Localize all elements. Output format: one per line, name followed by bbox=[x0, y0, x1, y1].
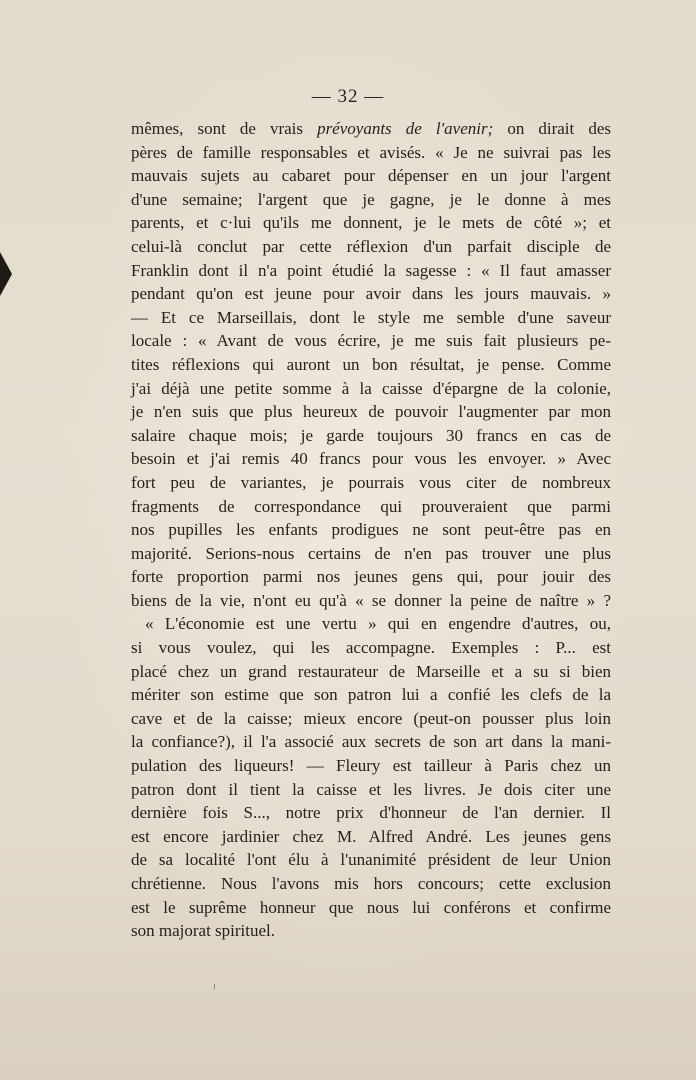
text-line: locale : « Avant de vous écrire, je me suis fait plusieurs pe- bbox=[131, 331, 611, 351]
text-line: je n'en suis que plus heureux de pouvoir l'augmenter par mon bbox=[131, 402, 611, 422]
text-line: « L'économie est une vertu » qui en engendre d'autres, ou, bbox=[145, 614, 611, 634]
text-line: chrétienne. Nous l'avons mis hors concours; cette exclusion bbox=[131, 874, 611, 893]
text-line: son majorat spirituel. bbox=[131, 921, 276, 941]
scan-speck bbox=[214, 984, 215, 989]
text-line: est encore jardinier chez M. Alfred André. Les jeunes gens bbox=[131, 826, 611, 846]
text-segment: on dirait des bbox=[493, 119, 611, 138]
text-line: biens de la vie, n'ont eu qu'à « se donner la peine de naître » ? bbox=[131, 590, 611, 610]
text-line: celui-là conclut par cette réflexion d'un parfait disciple de bbox=[131, 236, 611, 256]
text-line: dernière fois S..., notre prix d'honneur de l'an dernier. Il bbox=[131, 803, 611, 823]
italic-phrase: prévoyants de l'avenir; bbox=[317, 119, 494, 138]
text-line: j'ai déjà une petite somme à la caisse d'épargne de la colonie, bbox=[131, 378, 611, 398]
text-line: mériter son estime que son patron lui a confié les clefs de la bbox=[131, 685, 611, 705]
text-line: mauvais sujets au cabaret pour dépenser en un jour l'argent bbox=[131, 166, 611, 186]
page-edge-mark bbox=[0, 252, 12, 296]
text-line bbox=[131, 117, 611, 141]
text-line: si vous voulez, qui les accompagne. Exemples : P... est bbox=[131, 638, 611, 658]
text-line: la confiance?), il l'a associé aux secrets de son art dans la mani- bbox=[131, 732, 611, 752]
text-line: pendant qu'on est jeune pour avoir dans les jours mauvais. » bbox=[131, 284, 611, 304]
text-line: besoin et j'ai remis 40 francs pour vous les envoyer. » Avec bbox=[131, 449, 611, 469]
text-segment: mêmes, sont de vrais bbox=[131, 119, 318, 138]
text-line: fragments de correspondance qui prouveraient que parmi bbox=[131, 496, 611, 516]
text-line: pulation des liqueurs! — Fleury est tailleur à Paris chez un bbox=[131, 756, 611, 776]
text-line: de sa localité l'ont élu à l'unanimité président de leur Union bbox=[131, 850, 611, 870]
page-number: — 32 — bbox=[311, 86, 385, 107]
text-line: pères de famille responsables et avisés. « Je ne suivrai pas les bbox=[131, 142, 611, 162]
text-line: placé chez un grand restaurateur de Marseille et a su si bien bbox=[131, 661, 611, 681]
text-line: salaire chaque mois; je garde toujours 30 francs en cas de bbox=[131, 425, 611, 445]
text-line: patron dont il tient la caisse et les livres. Je dois citer une bbox=[131, 779, 611, 799]
text-line: tites réflexions qui auront un bon résultat, je pense. Comme bbox=[131, 354, 611, 374]
text-line: d'une semaine; l'argent que je gagne, je le donne à mes bbox=[131, 189, 611, 209]
text-line: cave et de la caisse; mieux encore (peut-on pousser plus loin bbox=[131, 708, 611, 728]
text-line: est le suprême honneur que nous lui conférons et confirme bbox=[131, 897, 611, 917]
body-text bbox=[131, 117, 611, 943]
text-line: fort peu de variantes, je pourrais vous citer de nombreux bbox=[131, 472, 611, 492]
text-line: Franklin dont il n'a point étudié la sagesse : « Il faut amasser bbox=[131, 260, 611, 280]
text-line: forte proportion parmi nos jeunes gens qui, pour jouir des bbox=[131, 567, 611, 587]
text-line: parents, et c·lui qu'ils me donnent, je le mets de côté »; et bbox=[131, 213, 611, 233]
text-line: majorité. Serions-nous certains de n'en pas trouver une plus bbox=[131, 543, 611, 563]
text-line: — Et ce Marseillais, dont le style me semble d'une saveur bbox=[131, 307, 611, 327]
text-line: nos pupilles les enfants prodigues ne sont peut-être pas en bbox=[131, 520, 611, 540]
